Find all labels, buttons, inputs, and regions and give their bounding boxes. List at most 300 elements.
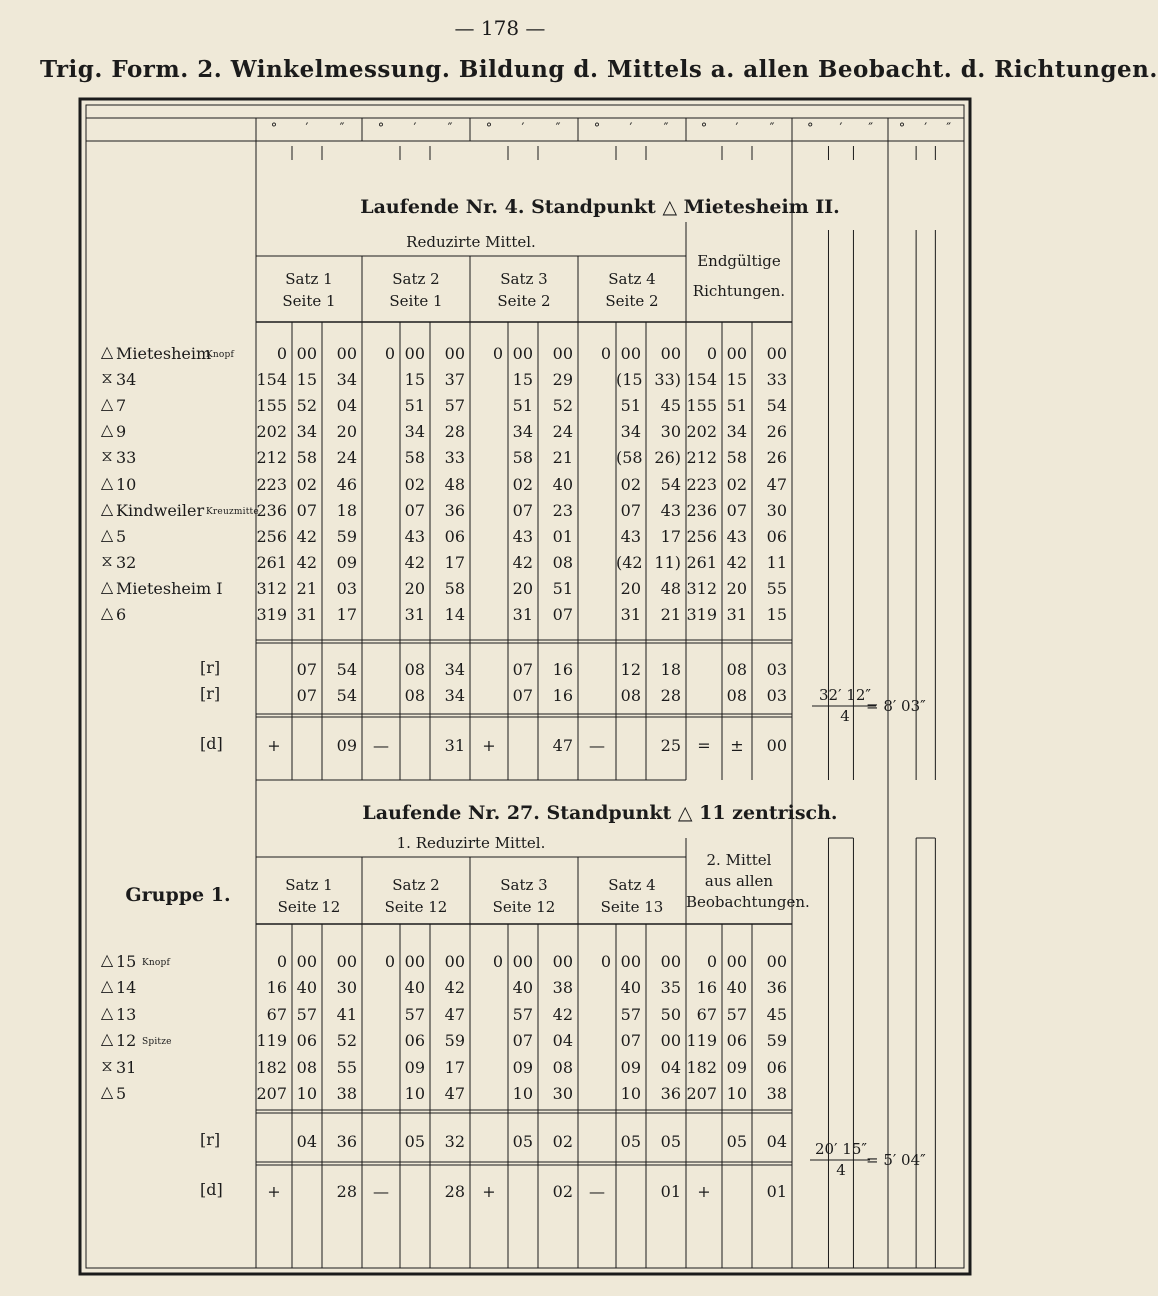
table-cell: 42 xyxy=(404,552,425,572)
table-cell: 21 xyxy=(296,578,317,598)
table-cell: 47 xyxy=(444,1004,465,1024)
table-cell: 54 xyxy=(766,396,787,416)
table-cell: 07 xyxy=(512,1031,533,1051)
table-cell: 34 xyxy=(444,660,465,679)
table-cell: 12 xyxy=(620,660,641,679)
table-cell: 40 xyxy=(620,978,641,998)
table-cell: 34 xyxy=(444,686,465,705)
table-cell: 45 xyxy=(766,1004,787,1024)
table-cell: 40 xyxy=(512,978,533,998)
row-label: [r] xyxy=(200,684,221,703)
row-label: [r] xyxy=(200,658,221,677)
table-cell: 154 xyxy=(686,370,717,390)
table-cell: 154 xyxy=(256,370,287,390)
table-cell: 48 xyxy=(444,474,465,494)
block1-set-label: Satz 2 xyxy=(392,270,440,288)
table-cell: 08 xyxy=(404,660,425,679)
unit-header-symbol: ° xyxy=(700,121,708,136)
table-cell: 09 xyxy=(336,552,357,572)
table-cell: 17 xyxy=(336,605,357,624)
table-cell: 236 xyxy=(256,500,287,520)
table-cell: 312 xyxy=(686,578,717,598)
sign-cell: — xyxy=(373,736,389,755)
table-cell: 00 xyxy=(552,952,573,971)
table-cell: 16 xyxy=(696,978,717,998)
unit-header-symbol: ″ xyxy=(555,121,561,136)
table-cell: 06 xyxy=(404,1031,425,1051)
block1-set-side: Seite 1 xyxy=(389,292,443,310)
table-cell: 50 xyxy=(660,1004,681,1024)
table-cell: 07 xyxy=(296,500,317,520)
table-cell: 00 xyxy=(296,344,317,363)
station-name: 10 xyxy=(116,474,137,494)
row-label: [d] xyxy=(200,734,223,753)
table-cell: 43 xyxy=(404,526,425,546)
station-symbol: △ xyxy=(100,342,114,361)
note-result: = 5′ 04″ xyxy=(866,1151,926,1169)
station-symbol: △ xyxy=(100,498,114,518)
table-cell: 16 xyxy=(266,978,287,998)
table-cell: 02 xyxy=(296,474,317,494)
table-cell: 24 xyxy=(552,422,573,442)
table-cell: 0 xyxy=(276,344,287,363)
table-cell: 08 xyxy=(552,552,573,572)
table-cell: 43 xyxy=(660,500,681,520)
table-cell: 40 xyxy=(552,474,573,494)
station-name: 34 xyxy=(116,370,137,390)
table-cell: 36 xyxy=(660,1084,681,1103)
sign-cell: + xyxy=(267,736,281,755)
station-symbol: △ xyxy=(100,524,114,544)
table-cell: 0 xyxy=(492,344,503,363)
table-cell: 28 xyxy=(336,1182,357,1201)
table-cell: 11) xyxy=(654,552,681,572)
table-cell: 223 xyxy=(686,474,717,494)
table-cell: 47 xyxy=(444,1084,465,1103)
table-cell: 20 xyxy=(336,422,357,442)
table-cell: 10 xyxy=(512,1084,533,1103)
station-note: Spitze xyxy=(142,1037,172,1048)
table-cell: 32 xyxy=(444,1132,465,1151)
table-cell: 48 xyxy=(660,578,681,598)
station-note: Knopf xyxy=(206,350,235,360)
table-cell: 33 xyxy=(766,370,787,390)
table-cell: 06 xyxy=(726,1031,747,1051)
block2-set-side: Seite 12 xyxy=(384,898,448,916)
table-cell: 00 xyxy=(620,952,641,971)
table-cell: 06 xyxy=(766,526,787,546)
block2-set-label: Satz 3 xyxy=(500,876,548,894)
block2-set-label: Satz 2 xyxy=(392,876,440,894)
table-cell: 28 xyxy=(444,1182,465,1201)
table-cell: 10 xyxy=(726,1084,747,1103)
table-cell: 23 xyxy=(552,500,573,520)
table-cell: 11 xyxy=(766,552,787,572)
table-cell: 21 xyxy=(552,448,573,468)
table-cell: 03 xyxy=(336,578,357,598)
table-cell: 43 xyxy=(726,526,747,546)
table-cell: 07 xyxy=(296,686,317,705)
sign-cell: — xyxy=(589,736,605,755)
table-cell: 256 xyxy=(686,526,717,546)
station-symbol: △ xyxy=(100,420,114,440)
sign-cell: ± xyxy=(730,736,744,755)
station-symbol: △ xyxy=(100,603,114,622)
table-cell: 42 xyxy=(296,552,317,572)
table-cell: 30 xyxy=(336,978,357,998)
unit-header-symbol: ° xyxy=(270,121,278,136)
table-cell: 08 xyxy=(726,660,747,679)
station-name: 5 xyxy=(116,526,127,546)
table-cell: 05 xyxy=(404,1132,425,1151)
table-cell: 40 xyxy=(726,978,747,998)
table-cell: 17 xyxy=(660,526,681,546)
unit-header-symbol: ° xyxy=(806,121,814,136)
table-cell: 58 xyxy=(444,578,465,598)
station-symbol: ⧖ xyxy=(101,550,113,570)
block1-set-label: Satz 3 xyxy=(500,270,548,288)
station-symbol: △ xyxy=(100,472,114,492)
table-cell: 08 xyxy=(620,686,641,705)
table-cell: 119 xyxy=(686,1031,717,1051)
sign-cell: — xyxy=(589,1182,605,1201)
table-cell: 20 xyxy=(512,578,533,598)
table-cell: 01 xyxy=(766,1182,787,1201)
table-cell: 06 xyxy=(444,526,465,546)
table-cell: 155 xyxy=(256,396,287,416)
table-cell: 06 xyxy=(766,1057,787,1077)
table-cell: 42 xyxy=(296,526,317,546)
unit-header-symbol: ′ xyxy=(629,121,633,136)
sign-cell: = xyxy=(697,736,711,755)
page-number: — 178 — xyxy=(454,16,546,40)
table-cell: 54 xyxy=(660,474,681,494)
table-cell: 34 xyxy=(336,370,357,390)
table-cell: 207 xyxy=(256,1084,287,1103)
table-cell: 10 xyxy=(404,1084,425,1103)
table-cell: 28 xyxy=(660,686,681,705)
table-cell: (42 xyxy=(616,552,643,572)
station-name: 12 xyxy=(116,1031,137,1051)
table-cell: 57 xyxy=(620,1004,641,1024)
unit-header-symbol: ″ xyxy=(447,121,453,136)
table-cell: (15 xyxy=(616,370,643,390)
sign-cell: + xyxy=(267,1182,281,1201)
block1-final-label: Endgültige xyxy=(697,252,781,270)
table-cell: 30 xyxy=(660,422,681,442)
station-note: Kreuzmitte xyxy=(206,506,259,517)
table-cell: 34 xyxy=(512,422,533,442)
table-cell: 0 xyxy=(384,952,395,971)
table-cell: 202 xyxy=(256,422,287,442)
station-symbol: △ xyxy=(100,950,114,969)
table-cell: 07 xyxy=(512,686,533,705)
table-cell: 57 xyxy=(404,1004,425,1024)
table-cell: 00 xyxy=(336,952,357,971)
table-cell: 34 xyxy=(726,422,747,442)
unit-header-symbol: ° xyxy=(593,121,601,136)
table-cell: 223 xyxy=(256,474,287,494)
table-cell: 07 xyxy=(620,1031,641,1051)
table-cell: 00 xyxy=(552,344,573,363)
table-cell: 00 xyxy=(512,952,533,971)
table-cell: 08 xyxy=(296,1057,317,1077)
table-cell: 155 xyxy=(686,396,717,416)
table-cell: 10 xyxy=(620,1084,641,1103)
table-cell: 30 xyxy=(552,1084,573,1103)
table-cell: 09 xyxy=(336,736,357,755)
table-cell: 119 xyxy=(256,1031,287,1051)
unit-header-symbol: ′ xyxy=(521,121,525,136)
station-symbol: △ xyxy=(100,1082,114,1101)
table-cell: 09 xyxy=(620,1057,641,1077)
table-cell: 33) xyxy=(654,370,681,390)
table-cell: 0 xyxy=(600,952,611,971)
station-symbol: ⧖ xyxy=(101,368,113,388)
table-cell: 261 xyxy=(256,552,287,572)
sign-cell: + xyxy=(482,736,496,755)
table-cell: 29 xyxy=(552,370,573,390)
table-cell: 0 xyxy=(706,952,717,971)
row-label: [d] xyxy=(200,1180,223,1199)
table-cell: 00 xyxy=(766,736,787,755)
table-cell: 33 xyxy=(444,448,465,468)
block1-set-side: Seite 1 xyxy=(282,292,336,310)
block2-set-label: Satz 4 xyxy=(608,876,656,894)
table-cell: 07 xyxy=(512,500,533,520)
block2-title: Laufende Nr. 27. Standpunkt △ 11 zentrisch. xyxy=(362,802,838,824)
table-cell: 59 xyxy=(766,1031,787,1051)
table-cell: 05 xyxy=(512,1132,533,1151)
unit-header-symbol: ° xyxy=(377,121,385,136)
table-cell: 10 xyxy=(296,1084,317,1103)
table-cell: 51 xyxy=(512,396,533,416)
table-cell: 31 xyxy=(726,605,747,624)
station-symbol: △ xyxy=(100,394,114,414)
station-name: 32 xyxy=(116,552,137,572)
table-cell: 26 xyxy=(766,422,787,442)
table-cell: 36 xyxy=(444,500,465,520)
unit-header-symbol: ″ xyxy=(663,121,669,136)
station-symbol: △ xyxy=(100,976,114,996)
table-cell: 52 xyxy=(552,396,573,416)
table-cell: 04 xyxy=(766,1132,787,1151)
block2-final-label: Beobachtungen. xyxy=(686,893,810,911)
table-cell: 43 xyxy=(620,526,641,546)
table-cell: 38 xyxy=(552,978,573,998)
table-cell: 31 xyxy=(620,605,641,624)
table-cell: 202 xyxy=(686,422,717,442)
table-cell: 08 xyxy=(726,686,747,705)
note-numerator: 32′ 12″ xyxy=(819,686,871,704)
table-cell: 00 xyxy=(766,952,787,971)
unit-header-symbol: ′ xyxy=(924,121,928,136)
table-cell: 51 xyxy=(620,396,641,416)
table-cell: 20 xyxy=(726,578,747,598)
page-heading: Trig. Form. 2. Winkelmessung. Bildung d. Mittels a. allen Beobacht. d. Richtungen. xyxy=(40,56,1158,83)
sign-cell: — xyxy=(373,1182,389,1201)
unit-header-symbol: ″ xyxy=(946,121,952,136)
table-cell: 34 xyxy=(404,422,425,442)
table-cell: 0 xyxy=(600,344,611,363)
table-cell: 42 xyxy=(512,552,533,572)
table-cell: 34 xyxy=(296,422,317,442)
table-cell: 09 xyxy=(726,1057,747,1077)
block1-set-side: Seite 2 xyxy=(605,292,659,310)
block2-set-label: Satz 1 xyxy=(285,876,333,894)
table-cell: 08 xyxy=(552,1057,573,1077)
table-cell: 212 xyxy=(686,448,717,468)
table-cell: 55 xyxy=(766,578,787,598)
table-cell: 07 xyxy=(726,500,747,520)
table-cell: 38 xyxy=(766,1084,787,1103)
table-cell: 17 xyxy=(444,552,465,572)
table-cell: 34 xyxy=(620,422,641,442)
table-cell: 09 xyxy=(404,1057,425,1077)
table-cell: 0 xyxy=(384,344,395,363)
table-cell: 31 xyxy=(404,605,425,624)
table-cell: 31 xyxy=(512,605,533,624)
table-cell: 00 xyxy=(296,952,317,971)
note-denominator: 4 xyxy=(836,1161,846,1179)
table-cell: 00 xyxy=(444,952,465,971)
block2-group-label: 1. Reduzirte Mittel. xyxy=(396,834,546,852)
table-cell: 30 xyxy=(766,500,787,520)
note-result: = 8′ 03″ xyxy=(866,697,926,715)
table-cell: 15 xyxy=(296,370,317,390)
unit-header-symbol: ″ xyxy=(769,121,775,136)
unit-header-symbol: ″ xyxy=(339,121,345,136)
table-cell: 319 xyxy=(686,605,717,624)
table-cell: 41 xyxy=(336,1004,357,1024)
table-cell: 07 xyxy=(404,500,425,520)
table-cell: 02 xyxy=(512,474,533,494)
table-cell: 02 xyxy=(552,1182,573,1201)
table-cell: 57 xyxy=(444,396,465,416)
table-cell: 01 xyxy=(660,1182,681,1201)
table-cell: 43 xyxy=(512,526,533,546)
block1-set-side: Seite 2 xyxy=(497,292,551,310)
table-cell: 28 xyxy=(444,422,465,442)
table-cell: 207 xyxy=(686,1084,717,1103)
table-cell: 04 xyxy=(552,1031,573,1051)
table-cell: 0 xyxy=(492,952,503,971)
table-cell: 07 xyxy=(512,660,533,679)
table-cell: 04 xyxy=(296,1132,317,1151)
table-cell: 182 xyxy=(686,1057,717,1077)
block1-group-label: Reduzirte Mittel. xyxy=(406,233,536,251)
table-cell: 261 xyxy=(686,552,717,572)
table-cell: 40 xyxy=(296,978,317,998)
table-cell: 54 xyxy=(336,686,357,705)
unit-header-symbol: ′ xyxy=(305,121,309,136)
table-cell: 17 xyxy=(444,1057,465,1077)
table-cell: 25 xyxy=(660,736,681,755)
station-note: Knopf xyxy=(142,958,171,968)
table-cell: 55 xyxy=(336,1057,357,1077)
table-cell: 00 xyxy=(660,952,681,971)
table-cell: 07 xyxy=(552,605,573,624)
table-cell: 46 xyxy=(336,474,357,494)
unit-header-symbol: ″ xyxy=(868,121,874,136)
table-cell: 15 xyxy=(766,605,787,624)
station-name: 14 xyxy=(116,978,137,998)
table-cell: 47 xyxy=(766,474,787,494)
block2-set-side: Seite 12 xyxy=(277,898,341,916)
table-cell: 00 xyxy=(660,344,681,363)
station-name: 15 xyxy=(116,952,137,971)
table-cell: 52 xyxy=(336,1031,357,1051)
table-cell: 31 xyxy=(296,605,317,624)
block2-final-label: 2. Mittel xyxy=(706,851,772,869)
station-name: 31 xyxy=(116,1057,137,1077)
table-cell: 05 xyxy=(726,1132,747,1151)
table-cell: 59 xyxy=(336,526,357,546)
table-cell: 00 xyxy=(444,344,465,363)
table-cell: 182 xyxy=(256,1057,287,1077)
table-cell: 0 xyxy=(706,344,717,363)
table-cell: 57 xyxy=(726,1004,747,1024)
table-cell: 15 xyxy=(404,370,425,390)
table-cell: 00 xyxy=(512,344,533,363)
table-cell: 31 xyxy=(444,736,465,755)
table-cell: 00 xyxy=(336,344,357,363)
block2-final-label: aus allen xyxy=(704,872,774,890)
table-cell: 45 xyxy=(660,396,681,416)
station-name: 33 xyxy=(116,448,137,468)
station-name: 9 xyxy=(116,422,127,442)
block1-set-label: Satz 4 xyxy=(608,270,656,288)
table-cell: 05 xyxy=(620,1132,641,1151)
table-cell: 312 xyxy=(256,578,287,598)
table-cell: 16 xyxy=(552,660,573,679)
table-cell: 212 xyxy=(256,448,287,468)
table-cell: 00 xyxy=(404,344,425,363)
station-name: Mietesheim xyxy=(116,344,212,363)
table-cell: 18 xyxy=(336,500,357,520)
table-cell: 0 xyxy=(276,952,287,971)
group-title: Gruppe 1. xyxy=(125,884,231,906)
unit-header-symbol: ° xyxy=(898,121,906,136)
table-cell: 58 xyxy=(726,448,747,468)
row-label: [r] xyxy=(200,1130,221,1149)
block1-title: Laufende Nr. 4. Standpunkt △ Mietesheim II. xyxy=(360,196,840,218)
note-numerator: 20′ 15″ xyxy=(815,1140,867,1158)
station-symbol: △ xyxy=(100,576,114,596)
station-name: Mietesheim I xyxy=(116,578,223,598)
station-symbol: △ xyxy=(100,1002,114,1022)
table-cell: 58 xyxy=(512,448,533,468)
table-cell: 67 xyxy=(696,1004,717,1024)
table-cell: 51 xyxy=(404,396,425,416)
table-cell: 67 xyxy=(266,1004,287,1024)
sign-cell: + xyxy=(697,1182,711,1201)
table-cell: 18 xyxy=(660,660,681,679)
table-cell: 51 xyxy=(552,578,573,598)
block2-set-side: Seite 13 xyxy=(600,898,664,916)
table-cell: 40 xyxy=(404,978,425,998)
table-cell: 20 xyxy=(404,578,425,598)
sign-cell: + xyxy=(482,1182,496,1201)
station-symbol: ⧖ xyxy=(101,446,113,466)
table-cell: 51 xyxy=(726,396,747,416)
table-cell: 00 xyxy=(660,1031,681,1051)
table-cell: 05 xyxy=(660,1132,681,1151)
block2-set-side: Seite 12 xyxy=(492,898,556,916)
table-cell: 26) xyxy=(654,448,681,468)
block1-set-label: Satz 1 xyxy=(285,270,333,288)
table-cell: 08 xyxy=(404,686,425,705)
